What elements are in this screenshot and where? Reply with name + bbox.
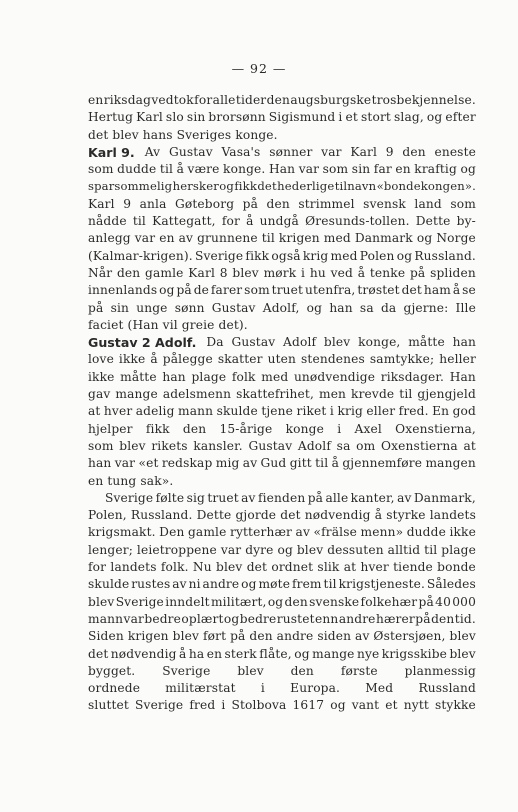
text-line: blev Sverige inndelt militært, og den svenske folkehær på 40 000 [88, 594, 476, 609]
text-line: skulde rustes av ni andre og møte frem til krigstjeneste. Således [88, 577, 476, 592]
text-line: sparsommelig hersker og fikk det hederlige tilnavn «bondekongen». [88, 179, 476, 194]
text-line: som dudde til å være konge. Han var som sin far en kraftig og [88, 162, 476, 177]
text-line: for landets folk. Nu blev det ordnet slik at hver tiende bonde [88, 560, 476, 575]
text-line: lenger; leietroppene var dyre og blev dessuten alltid til plage [88, 542, 476, 557]
text-line: ordnede militærstat i Europa. Med Russland [88, 681, 476, 696]
text-line: at hver adelig mann skulde tjene riket i krig eller fred. En god [88, 404, 476, 419]
text-line: nådde til Kattegatt, for å undgå Øresunds-tollen. Dette by- [88, 214, 476, 229]
text-line: (Kalmar-krigen). Sverige fikk også krig med Polen og Russland. [88, 248, 476, 263]
section-heading: Karl 9. [88, 144, 135, 160]
text-line: innenlands og på de farer som truet utenfra, trøstet det ham å se [88, 283, 476, 298]
text-line: faciet (Han vil greie det). [88, 317, 248, 332]
text-line: en riksdag vedtok for alle tider den augsburgske trosbekjennelse. [88, 93, 476, 107]
section-heading: Gustav 2 Adolf. [88, 335, 197, 351]
text-line: Gustav 2 Adolf. Da Gustav Adolf blev konge, måtte han [88, 335, 476, 351]
paragraph [88, 490, 476, 715]
text-line: krigsmakt. Den gamle rytterhær av «frälse menn» dudde ikke [88, 525, 476, 540]
text-line: sluttet Sverige fred i Stolbova 1617 og vant et nytt stykke [88, 698, 476, 713]
paragraph-karl-9 [88, 144, 476, 334]
body-text [88, 92, 476, 715]
text-line: mann var bedre oplært og bedre rustet enn andre hærer på den tid. [88, 611, 476, 626]
text-line: hjelper fikk den 15-årige konge i Axel Oxenstierna, [88, 421, 476, 436]
text-line: på sin unge sønn Gustav Adolf, og han sa da gjerne: Ille [88, 300, 476, 315]
text-line: det blev hans Sveriges konge. [88, 127, 278, 142]
text-line: som blev rikets kansler. Gustav Adolf sa om Oxenstierna at [88, 438, 476, 453]
text-line: Karl 9. Av Gustav Vasa's sønner var Karl 9 den eneste [88, 144, 476, 160]
page-number: — 92 — [231, 61, 287, 76]
text-line: han var «et redskap mig av Gud gitt til å gjennemføre mangen [88, 456, 476, 471]
text-line: Karl 9 anla Gøteborg på den strimmel svensk land som [88, 196, 476, 211]
text-line: ikke måtte han plage folk med unødvendige riksdager. Han [88, 369, 476, 384]
text-line: gav mange adelsmenn skattefrihet, men krevde til gjengjeld [88, 387, 476, 402]
paragraph-gustav-2-adolf [88, 334, 476, 490]
text-line: bygget. Sverige blev den første planmessig [88, 663, 476, 678]
text-line: Siden krigen blev ført på den andre siden av Østersjøen, blev [88, 629, 476, 644]
text-line: love ikke å pålegge skatter uten stendenes samtykke; heller [88, 352, 476, 367]
text-line: Sverige følte sig truet av fienden på alle kanter, av Danmark, [105, 490, 476, 505]
text-line: Polen, Russland. Dette gjorde det nødvendig å styrke landets [88, 508, 476, 523]
text-line: Hertug Karl slo sin brorsønn Sigismund i et stort slag, og efter [88, 110, 476, 125]
text-line: det nødvendig å ha en sterk flåte, og mange nye krigsskibe blev [88, 646, 476, 661]
text-line: anlegg var en av grunnene til krigen med Danmark og Norge [88, 231, 476, 246]
text-line: en tung sak». [88, 473, 174, 488]
text-line: Når den gamle Karl 8 blev mørk i hu ved å tenke på spliden [88, 265, 476, 280]
paragraph [88, 92, 476, 144]
